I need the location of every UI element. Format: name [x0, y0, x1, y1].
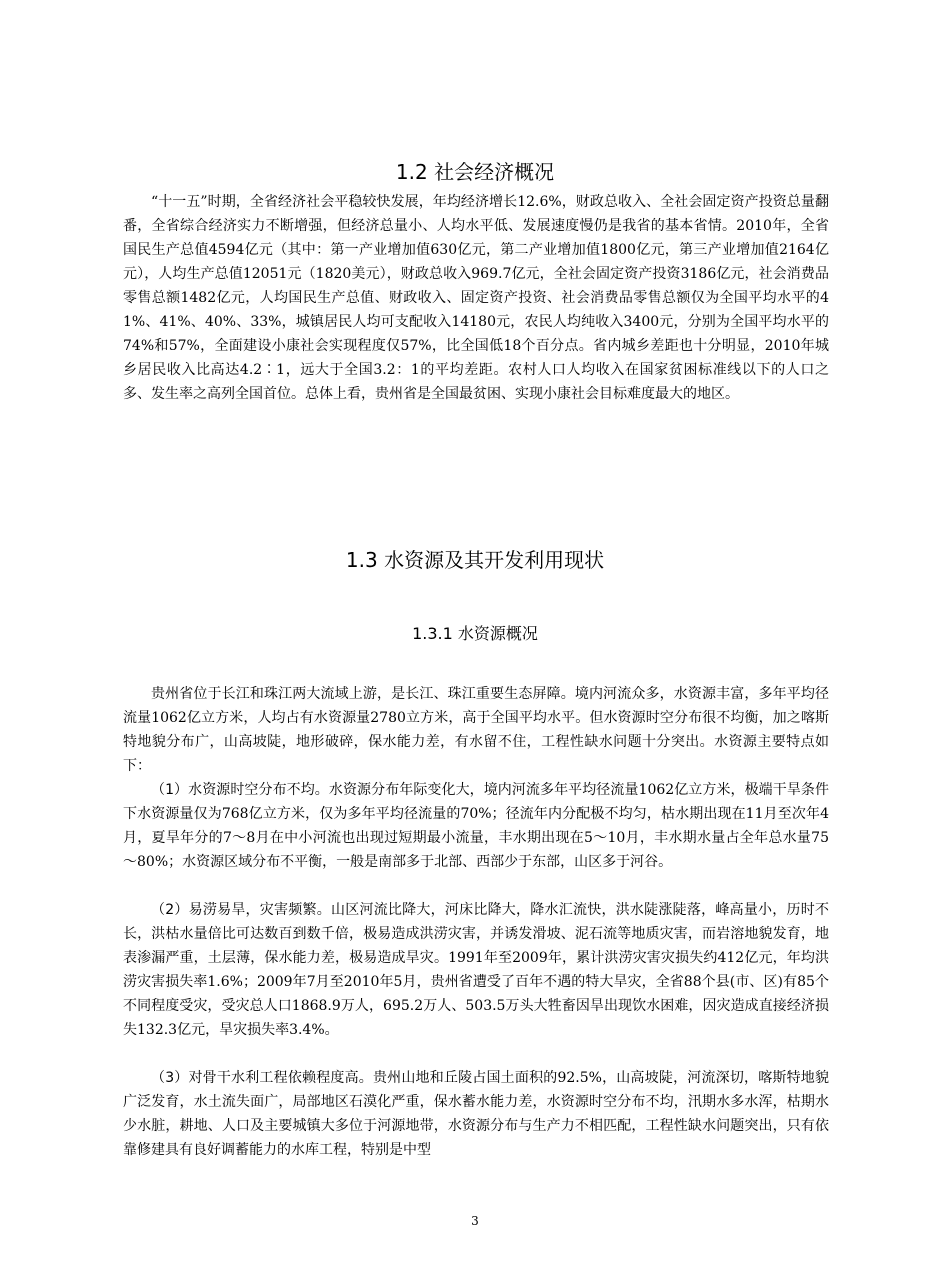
- subsection-heading-1-3-1: 1.3.1 水资源概况: [412, 624, 538, 643]
- point-1-text: 水资源分布年际变化大，境内河流多年平均径流量1062亿立方米，极端干旱条件下水资源量仅为768亿立方米，仅为多年平均径流量的70%；径流年内分配极不均匀，枯水期出现在11月至次年4月，夏旱年分的7～8月在中小河流也出现过短期最小流量，丰水期出现在5～10月，丰水期水量占全年总水量75～80%；水资源区域分布不平衡，一般是南部多于北部、西部少于东部，山区多于河谷。: [123, 782, 829, 870]
- point-1-lead: （1）水资源时空分布不均。: [151, 782, 329, 798]
- paragraph-point-3: [123, 1066, 829, 1162]
- point-3-lead: （3）对骨干水利工程依赖程度高。: [151, 1070, 373, 1086]
- section-heading-1-2: 1.2 社会经济概况: [395, 160, 555, 184]
- point-2-text: 山区河流比降大，河床比降大，降水汇流快，洪水陡涨陡落，峰高量小，历时不长，洪枯水量倍比可达数百到数千倍，极易造成洪涝灾害，并诱发滑坡、泥石流等地质灾害，而岩溶地貌发育，地表渗漏严重，土层薄，保水能力差，极易造成旱灾。1991年至2009年，累计洪涝灾害灾损失约412亿元，年均洪涝灾害损失率1.6%；2009年7月至2010年5月，贵州省遭受了百年不遇的特大旱灾，全省88个县(市、区)有85个不同程度受灾，受灾总人口1868.9万人，695.2万人、503.5万头大牲畜因旱出现饮水困难，因灾造成直接经济损失132.3亿元，旱灾损失率3.4%。: [123, 902, 829, 1038]
- point-3-text: 贵州山地和丘陵占国土面积的92.5%，山高坡陡，河流深切，喀斯特地貌广泛发育，水土流失面广，局部地区石漠化严重，保水蓄水能力差，水资源时空分布不均，汛期水多水浑，枯期水少水脏，耕地、人口及主要城镇大多位于河源地带，水资源分布与生产力不相匹配，工程性缺水问题突出，只有依靠修建具有良好调蓄能力的水库工程，特别是中型: [123, 1070, 829, 1158]
- paragraph-water-intro: 贵州省位于长江和珠江两大流域上游，是长江、珠江重要生态屏障。境内河流众多，水资源丰富，多年平均径流量1062亿立方米，人均占有水资源量2780立方米，高于全国平均水平。但水资源时空分布很不均衡，加之喀斯特地貌分布广，山高坡陡，地形破碎，保水能力差，有水留不住，工程性缺水问题十分突出。水资源主要特点如下：: [123, 686, 829, 774]
- page-number: 3: [471, 1214, 479, 1228]
- paragraph-point-2: [123, 898, 829, 1042]
- section-heading-1-3: 1.3 水资源及其开发利用现状: [345, 548, 605, 572]
- point-2-lead: （2）易涝易旱，灾害频繁。: [151, 902, 331, 918]
- paragraph-point-1: [123, 778, 829, 874]
- paragraph-socioeconomic: “十一五”时期，全省经济社会平稳较快发展，年均经济增长12.6%，财政总收入、全社会固定资产投资总量翻番，全省综合经济实力不断增强，但经济总量小、人均水平低、发展速度慢仍是我省的基本省情。2010年，全省国民生产总值4594亿元（其中：第一产业增加值630亿元，第二产业增加值1800亿元，第三产业增加值2164亿元），人均生产总值12051元（1820美元），财政总收入969.7亿元，全社会固定资产投资3186亿元，社会消费品零售总额1482亿元，人均国民生产总值、财政收入、固定资产投资、社会消费品零售总额仅为全国平均水平的41%、41%、40%、33%，城镇居民人均可支配收入14180元，农民人均纯收入3400元，分别为全国平均水平的74%和57%，全面建设小康社会实现程度仅57%，比全国低18个百分点。省内城乡差距也十分明显，2010年城乡居民收入比高达4.2∶1，远大于全国3.2：1的平均差距。农村人口人均收入在国家贫困标准线以下的人口之多、发生率之高列全国首位。总体上看，贵州省是全国最贫困、实现小康社会目标难度最大的地区。: [123, 194, 829, 402]
